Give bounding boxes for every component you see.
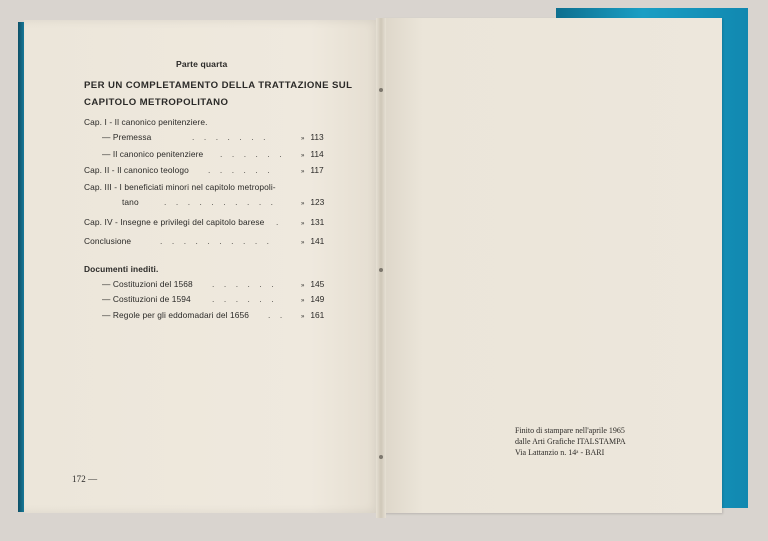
page-folio: 172 — xyxy=(72,474,98,484)
toc-page-number: » 117 xyxy=(301,165,324,175)
leader-dots: . . xyxy=(268,310,286,320)
toc-entry: — Il canonico penitenziere xyxy=(102,149,204,159)
colophon xyxy=(515,425,675,458)
leader-dots: . . . . . . . . . . xyxy=(160,236,273,246)
toc-entry: — Costituzioni del 1568 xyxy=(102,279,193,289)
toc-page-number: » 141 xyxy=(301,236,325,246)
toc-page-number: » 113 xyxy=(301,132,324,142)
toc-entry: Cap. IV - Insegne e privilegi del capitolo barese xyxy=(84,217,265,227)
leader-dots: . xyxy=(276,217,282,227)
toc-entry: Cap. III - I beneficiati minori nel capitolo metropoli- xyxy=(84,182,276,192)
headline-line-2: CAPITOLO METROPOLITANO xyxy=(84,97,229,108)
leader-dots: . . . . . . . . . . xyxy=(164,197,277,207)
toc-page-number: » 149 xyxy=(301,294,325,304)
leader-dots: . . . . . . xyxy=(220,149,286,159)
toc-entry: Cap. II - Il canonico teologo xyxy=(84,165,189,175)
toc-page-number: » 131 xyxy=(301,217,325,227)
binding-stitch xyxy=(379,268,383,272)
colophon-line: Via Lattanzio n. 14ᵃ - BARI xyxy=(515,448,605,457)
toc-page-number: » 145 xyxy=(301,279,325,289)
section-title: Parte quarta xyxy=(176,59,228,69)
colophon-line: dalle Arti Grafiche ITALSTAMPA xyxy=(515,437,626,446)
toc-entry: — Regole per gli eddomadari del 1656 xyxy=(102,310,249,320)
headline-line-1: PER UN COMPLETAMENTO DELLA TRATTAZIONE SUL xyxy=(84,80,353,91)
toc-entry: — Costituzioni de 1594 xyxy=(102,294,191,304)
toc-page-number: » 114 xyxy=(301,149,324,159)
toc-subheading: Documenti inediti. xyxy=(84,264,159,274)
colophon-line: Finito di stampare nell'aprile 1965 xyxy=(515,426,625,435)
binding-stitch xyxy=(379,455,383,459)
toc-entry: Conclusione xyxy=(84,236,132,246)
leader-dots: . . . . . . . xyxy=(192,132,270,142)
leader-dots: . . . . . . xyxy=(212,279,278,289)
toc-entry-continued: tano xyxy=(122,197,139,207)
toc-entry: — Premessa xyxy=(102,132,152,142)
left-page xyxy=(24,20,382,513)
binding-stitch xyxy=(379,88,383,92)
leader-dots: . . . . . . xyxy=(208,165,274,175)
toc-entry: Cap. I - Il canonico penitenziere. xyxy=(84,117,208,127)
toc-page-number: » 123 xyxy=(301,197,325,207)
toc-page-number: » 161 xyxy=(301,310,325,320)
leader-dots: . . . . . . xyxy=(212,294,278,304)
